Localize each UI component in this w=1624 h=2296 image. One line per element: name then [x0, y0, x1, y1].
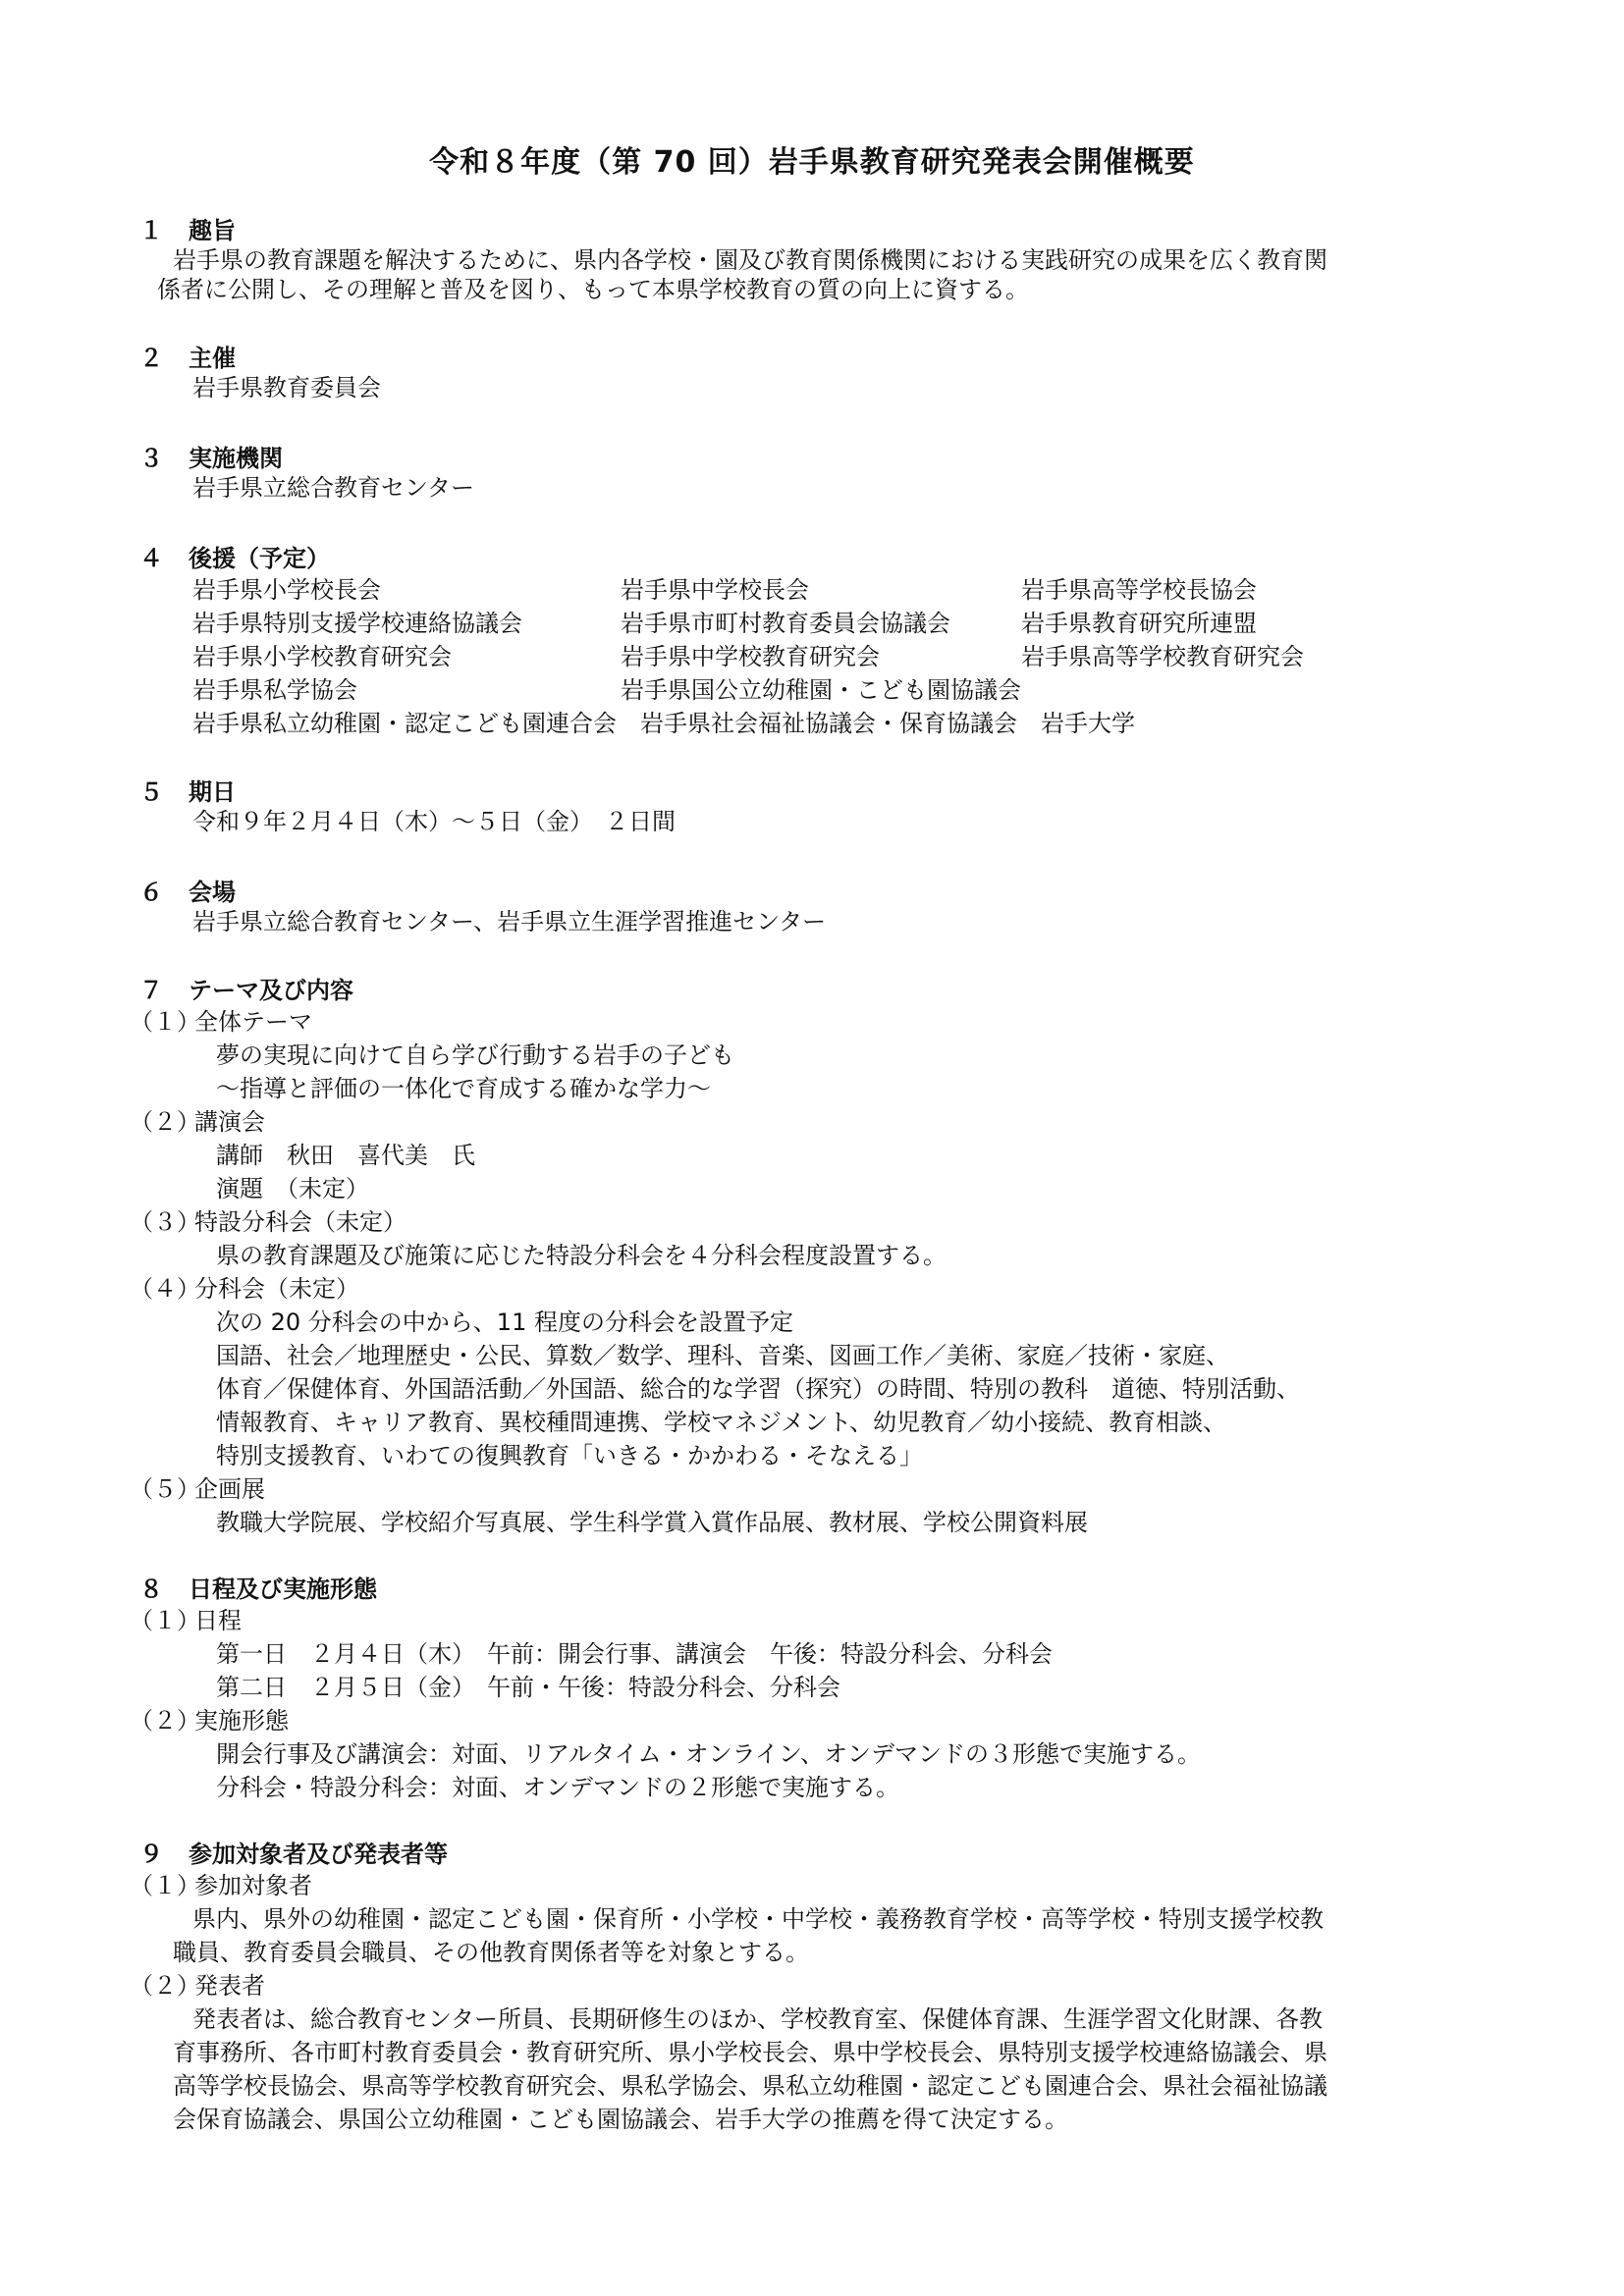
section-number: ２ — [139, 345, 163, 372]
section-title: 参加対象者及び発表者等 — [189, 1841, 448, 1868]
subsection-number: （２） — [130, 1108, 200, 1136]
sponsor-name: 岩手県中学校長会 — [621, 576, 809, 604]
subsection-body-line: 体育／保健体育、外国語活動／外国語、総合的な学習（探究）の時間、特別の教科 道徳、特別活動、 — [216, 1375, 1300, 1403]
section-number: ６ — [139, 879, 163, 906]
sponsor-name: 岩手県小学校教育研究会 — [192, 643, 452, 670]
section-title: 期日 — [189, 778, 236, 806]
schedule-day-line: 第二日 ２月５日（金） 午前・午後：特設分科会、分科会 — [216, 1674, 840, 1701]
section-number: １ — [139, 217, 163, 244]
section-4-heading — [139, 544, 330, 573]
sponsor-name: 岩手県私学協会 — [192, 676, 357, 704]
lecturer-line: 講師 秋田 喜代美 氏 — [216, 1142, 475, 1169]
subsection-title: 全体テーマ — [194, 1008, 312, 1036]
document-title: 令和８年度（第 70 回）岩手県教育研究発表会開催概要 — [429, 145, 1195, 180]
section-title: 主催 — [189, 345, 236, 372]
subsection-body-line: 分科会・特設分科会：対面、オンデマンドの２形態で実施する。 — [216, 1774, 899, 1801]
subsection-number: （１） — [130, 1008, 200, 1036]
subsection-number: （２） — [130, 1972, 200, 2000]
subsection-body-line: 職員、教育委員会職員、その他教育関係者等を対象とする。 — [173, 1939, 809, 1966]
subsection-title: 発表者 — [194, 1972, 265, 2000]
section-title: 日程及び実施形態 — [189, 1575, 377, 1603]
schedule-day-line: 第一日 ２月４日（木） 午前：開会行事、講演会 午後：特設分科会、分科会 — [216, 1640, 1053, 1668]
subsection-body-line: 次の 20 分科会の中から、11 程度の分科会を設置予定 — [216, 1308, 793, 1336]
section-2-body: 岩手県教育委員会 — [192, 374, 381, 401]
sponsor-name: 岩手県市町村教育委員会協議会 — [621, 610, 950, 637]
sponsor-name: 岩手県高等学校長協会 — [1021, 576, 1257, 604]
subsection-title: 分科会（未定） — [194, 1275, 359, 1303]
section-title: 趣旨 — [189, 217, 236, 244]
subsection-body-line: 発表者は、総合教育センター所員、長期研修生のほか、学校教育室、保健体育課、生涯学習文化財課、各教 — [192, 2005, 1324, 2033]
subsection-heading — [130, 1706, 289, 1735]
section-6-heading — [139, 878, 236, 907]
subsection-number: （１） — [130, 1872, 200, 1899]
theme-subtitle-line: ～指導と評価の一体化で育成する確かな学力～ — [216, 1075, 711, 1102]
section-6-body: 岩手県立総合教育センター、岩手県立生涯学習推進センター — [192, 908, 827, 935]
sponsor-row: 岩手県私立幼稚園・認定こども園連合会 岩手県社会福祉協議会・保育協議会 岩手大学 — [192, 710, 1135, 737]
section-number: ３ — [139, 445, 163, 472]
subsection-number: （１） — [130, 1607, 200, 1634]
sponsor-name: 岩手県特別支援学校連絡協議会 — [192, 610, 522, 637]
section-title: 会場 — [189, 879, 236, 906]
subsection-title: 特設分科会（未定） — [194, 1208, 406, 1236]
section-1-body-line: 係者に公開し、その理解と普及を図り、もって本県学校教育の質の向上に資する。 — [157, 276, 1029, 303]
sponsor-name: 岩手県国公立幼稚園・こども園協議会 — [621, 676, 1021, 704]
subsection-title: 講演会 — [194, 1108, 265, 1136]
subsection-heading — [130, 1007, 312, 1037]
section-number: ４ — [139, 545, 163, 572]
subsection-body-line: 情報教育、キャリア教育、異校種間連携、学校マネジメント、幼児教育／幼小接続、教育相談、 — [216, 1409, 1227, 1436]
section-8-heading — [139, 1575, 377, 1604]
sponsor-name: 岩手県小学校長会 — [192, 576, 381, 604]
sponsor-name: 岩手県高等学校教育研究会 — [1021, 643, 1304, 670]
subsection-heading — [130, 1474, 265, 1504]
subsection-body-line: 国語、社会／地理歴史・公民、算数／数学、理科、音楽、図画工作／美術、家庭／技術・家庭、 — [216, 1342, 1229, 1369]
subsection-title: 企画展 — [194, 1475, 265, 1503]
section-5-body: 令和９年２月４日（木）～５日（金） ２日間 — [192, 808, 676, 835]
section-number: ５ — [139, 778, 163, 806]
subsection-title: 実施形態 — [194, 1707, 289, 1735]
subsection-body-line: 県の教育課題及び施策に応じた特設分科会を４分科会程度設置する。 — [216, 1242, 947, 1269]
section-5-heading — [139, 777, 236, 807]
subsection-body-line: 教職大学院展、学校紹介写真展、学生科学賞入賞作品展、教材展、学校公開資料展 — [216, 1509, 1088, 1536]
section-number: ８ — [139, 1575, 163, 1603]
section-7-heading — [139, 976, 353, 1005]
theme-line: 夢の実現に向けて自ら学び行動する岩手の子ども — [216, 1041, 734, 1069]
section-number: ９ — [139, 1841, 163, 1868]
subsection-heading — [130, 1606, 242, 1635]
subsection-heading — [130, 1971, 265, 2001]
subsection-body-line: 特別支援教育、いわての復興教育「いきる・かかわる・そなえる」 — [216, 1442, 923, 1469]
subsection-body-line: 高等学校長協会、県高等学校教育研究会、県私学協会、県私立幼稚園・認定こども園連合会、県社会福祉協議 — [173, 2072, 1327, 2100]
subsection-number: （４） — [130, 1275, 200, 1303]
section-3-body: 岩手県立総合教育センター — [192, 474, 475, 502]
section-1-heading — [139, 216, 236, 245]
subsection-body-line: 開会行事及び講演会：対面、リアルタイム・オンライン、オンデマンドの３形態で実施する。 — [216, 1740, 1201, 1768]
subsection-title: 日程 — [194, 1607, 242, 1634]
sponsor-name: 岩手県中学校教育研究会 — [621, 643, 880, 670]
subsection-heading — [130, 1274, 359, 1304]
subsection-body-line: 育事務所、各市町村教育委員会・教育研究所、県小学校長会、県中学校長会、県特別支援学校連絡協議会、県 — [173, 2039, 1327, 2066]
section-9-heading — [139, 1840, 448, 1869]
subsection-body-line: 会保育協議会、県国公立幼稚園・こども園協議会、岩手大学の推薦を得て決定する。 — [173, 2106, 1068, 2133]
sponsor-name: 岩手県教育研究所連盟 — [1021, 610, 1257, 637]
subsection-number: （３） — [130, 1208, 200, 1236]
subsection-number: （２） — [130, 1707, 200, 1735]
section-2-heading — [139, 344, 236, 373]
section-title: テーマ及び内容 — [189, 977, 353, 1004]
section-3-heading — [139, 444, 283, 473]
lecture-title-line: 演題 （未定） — [216, 1175, 369, 1202]
subsection-heading — [130, 1207, 406, 1237]
subsection-heading — [130, 1871, 312, 1900]
section-number: ７ — [139, 977, 163, 1004]
subsection-heading — [130, 1107, 265, 1137]
section-1-body-line: 岩手県の教育課題を解決するために、県内各学校・園及び教育関係機関における実践研究の成果を広く教育関 — [173, 246, 1327, 274]
section-title: 実施機関 — [189, 445, 283, 472]
subsection-title: 参加対象者 — [194, 1872, 312, 1899]
section-title: 後援（予定） — [189, 545, 330, 572]
subsection-body-line: 県内、県外の幼稚園・認定こども園・保育所・小学校・中学校・義務教育学校・高等学校・特別支援学校教 — [192, 1905, 1324, 1933]
subsection-number: （５） — [130, 1475, 200, 1503]
